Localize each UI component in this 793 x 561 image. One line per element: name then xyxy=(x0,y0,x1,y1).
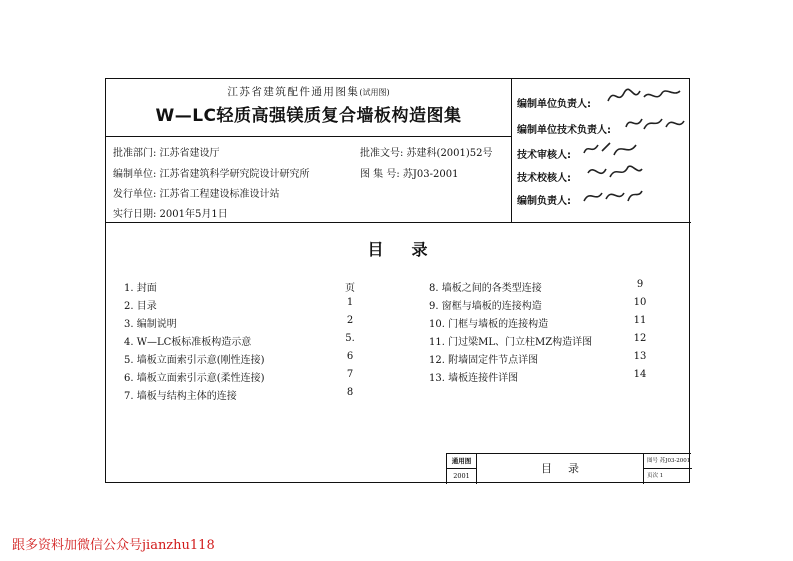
approval-doc: 批准文号: 苏建科(2001)52号 xyxy=(360,148,493,159)
toc-page-number: 12 xyxy=(633,333,647,344)
title-block-year: 2001 xyxy=(453,472,470,480)
toc-page-number: 6 xyxy=(346,351,354,362)
sig-label-unit-head: 编制单位负责人: xyxy=(517,99,591,110)
toc-entry[interactable]: 8. 墙板之间的各类型连接 xyxy=(429,283,542,294)
footer-note: 跟多资料加微信公众号jianzhu118 xyxy=(12,538,215,553)
toc-entry[interactable]: 10. 门框与墙板的连接构造 xyxy=(429,319,549,330)
drawing-sheet xyxy=(105,78,690,483)
toc-page-number: 11 xyxy=(633,315,647,326)
toc-entry[interactable]: 7. 墙板与结构主体的连接 xyxy=(124,391,237,402)
atlas-number: 图 集 号: 苏J03-2001 xyxy=(360,169,459,180)
trial-note: (试用图) xyxy=(359,88,390,97)
toc-page-number: 5. xyxy=(345,333,355,344)
meta-block xyxy=(106,137,512,223)
handwritten-signature xyxy=(604,83,684,109)
title-block-atlas-label: 图号 苏J03-2001 xyxy=(644,454,692,469)
toc-entry[interactable]: 6. 墙板立面索引示意(柔性连接) xyxy=(124,373,265,384)
toc-entry[interactable]: 1. 封面 xyxy=(124,283,157,294)
sig-label-reviewer: 技术审核人: xyxy=(517,150,571,161)
toc-page-number: 1 xyxy=(346,297,354,308)
toc-page-number: 2 xyxy=(346,315,354,326)
toc-entry[interactable]: 12. 附墙固定件节点详图 xyxy=(429,355,539,366)
issuer-unit: 发行单位: 江苏省工程建设标准设计站 xyxy=(113,189,280,200)
toc-entry[interactable]: 11. 门过梁ML、门立柱MZ构造详图 xyxy=(429,337,593,348)
title-block-name: 目录 xyxy=(477,454,644,484)
handwritten-signature xyxy=(622,111,688,135)
toc-page-number: 9 xyxy=(636,279,644,290)
handwritten-signature xyxy=(580,137,640,161)
toc-page-number: 10 xyxy=(633,297,647,308)
toc-page-number: 页 xyxy=(345,283,355,294)
toc-page-number: 8 xyxy=(346,387,354,398)
toc-entry[interactable]: 3. 编制说明 xyxy=(124,319,177,330)
toc-page-number: 7 xyxy=(346,369,354,380)
signature-block xyxy=(512,79,691,223)
toc-entry[interactable]: 4. W—LC板标准板构造示意 xyxy=(124,337,252,348)
approver-dept: 批准部门: 江苏省建设厅 xyxy=(113,148,220,159)
title-block-type xyxy=(447,454,477,484)
title-block-page-label: 页次 1 xyxy=(647,473,664,479)
sig-label-compiler-head: 编制负责人: xyxy=(517,196,571,207)
toc-entry[interactable]: 2. 目录 xyxy=(124,301,157,312)
atlas-series-label: 江苏省建筑配件通用图集(试用图) xyxy=(227,86,390,98)
sig-label-tech-head: 编制单位技术负责人: xyxy=(517,125,611,136)
title-block-codes xyxy=(644,454,692,484)
title-block-type-label: 通用图 xyxy=(447,454,476,469)
sig-label-checker: 技术校核人: xyxy=(517,173,571,184)
toc-entry[interactable]: 13. 墙板连接件详图 xyxy=(429,373,519,384)
toc-heading: 目录 xyxy=(367,240,456,259)
handwritten-signature xyxy=(580,183,646,209)
handwritten-signature xyxy=(584,159,646,185)
effective-date: 实行日期: 2001年5月1日 xyxy=(113,209,228,220)
toc-page-number: 14 xyxy=(633,369,647,380)
toc-entry[interactable]: 5. 墙板立面索引示意(刚性连接) xyxy=(124,355,265,366)
compiler-unit: 编制单位: 江苏省建筑科学研究院设计研究所 xyxy=(113,169,310,180)
toc-entry[interactable]: 9. 窗框与墙板的连接构造 xyxy=(429,301,542,312)
title-block xyxy=(446,453,691,484)
toc-page-number: 13 xyxy=(633,351,647,362)
atlas-title: W—LC轻质高强镁质复合墙板构造图集 xyxy=(155,106,462,126)
header-block xyxy=(106,79,512,137)
